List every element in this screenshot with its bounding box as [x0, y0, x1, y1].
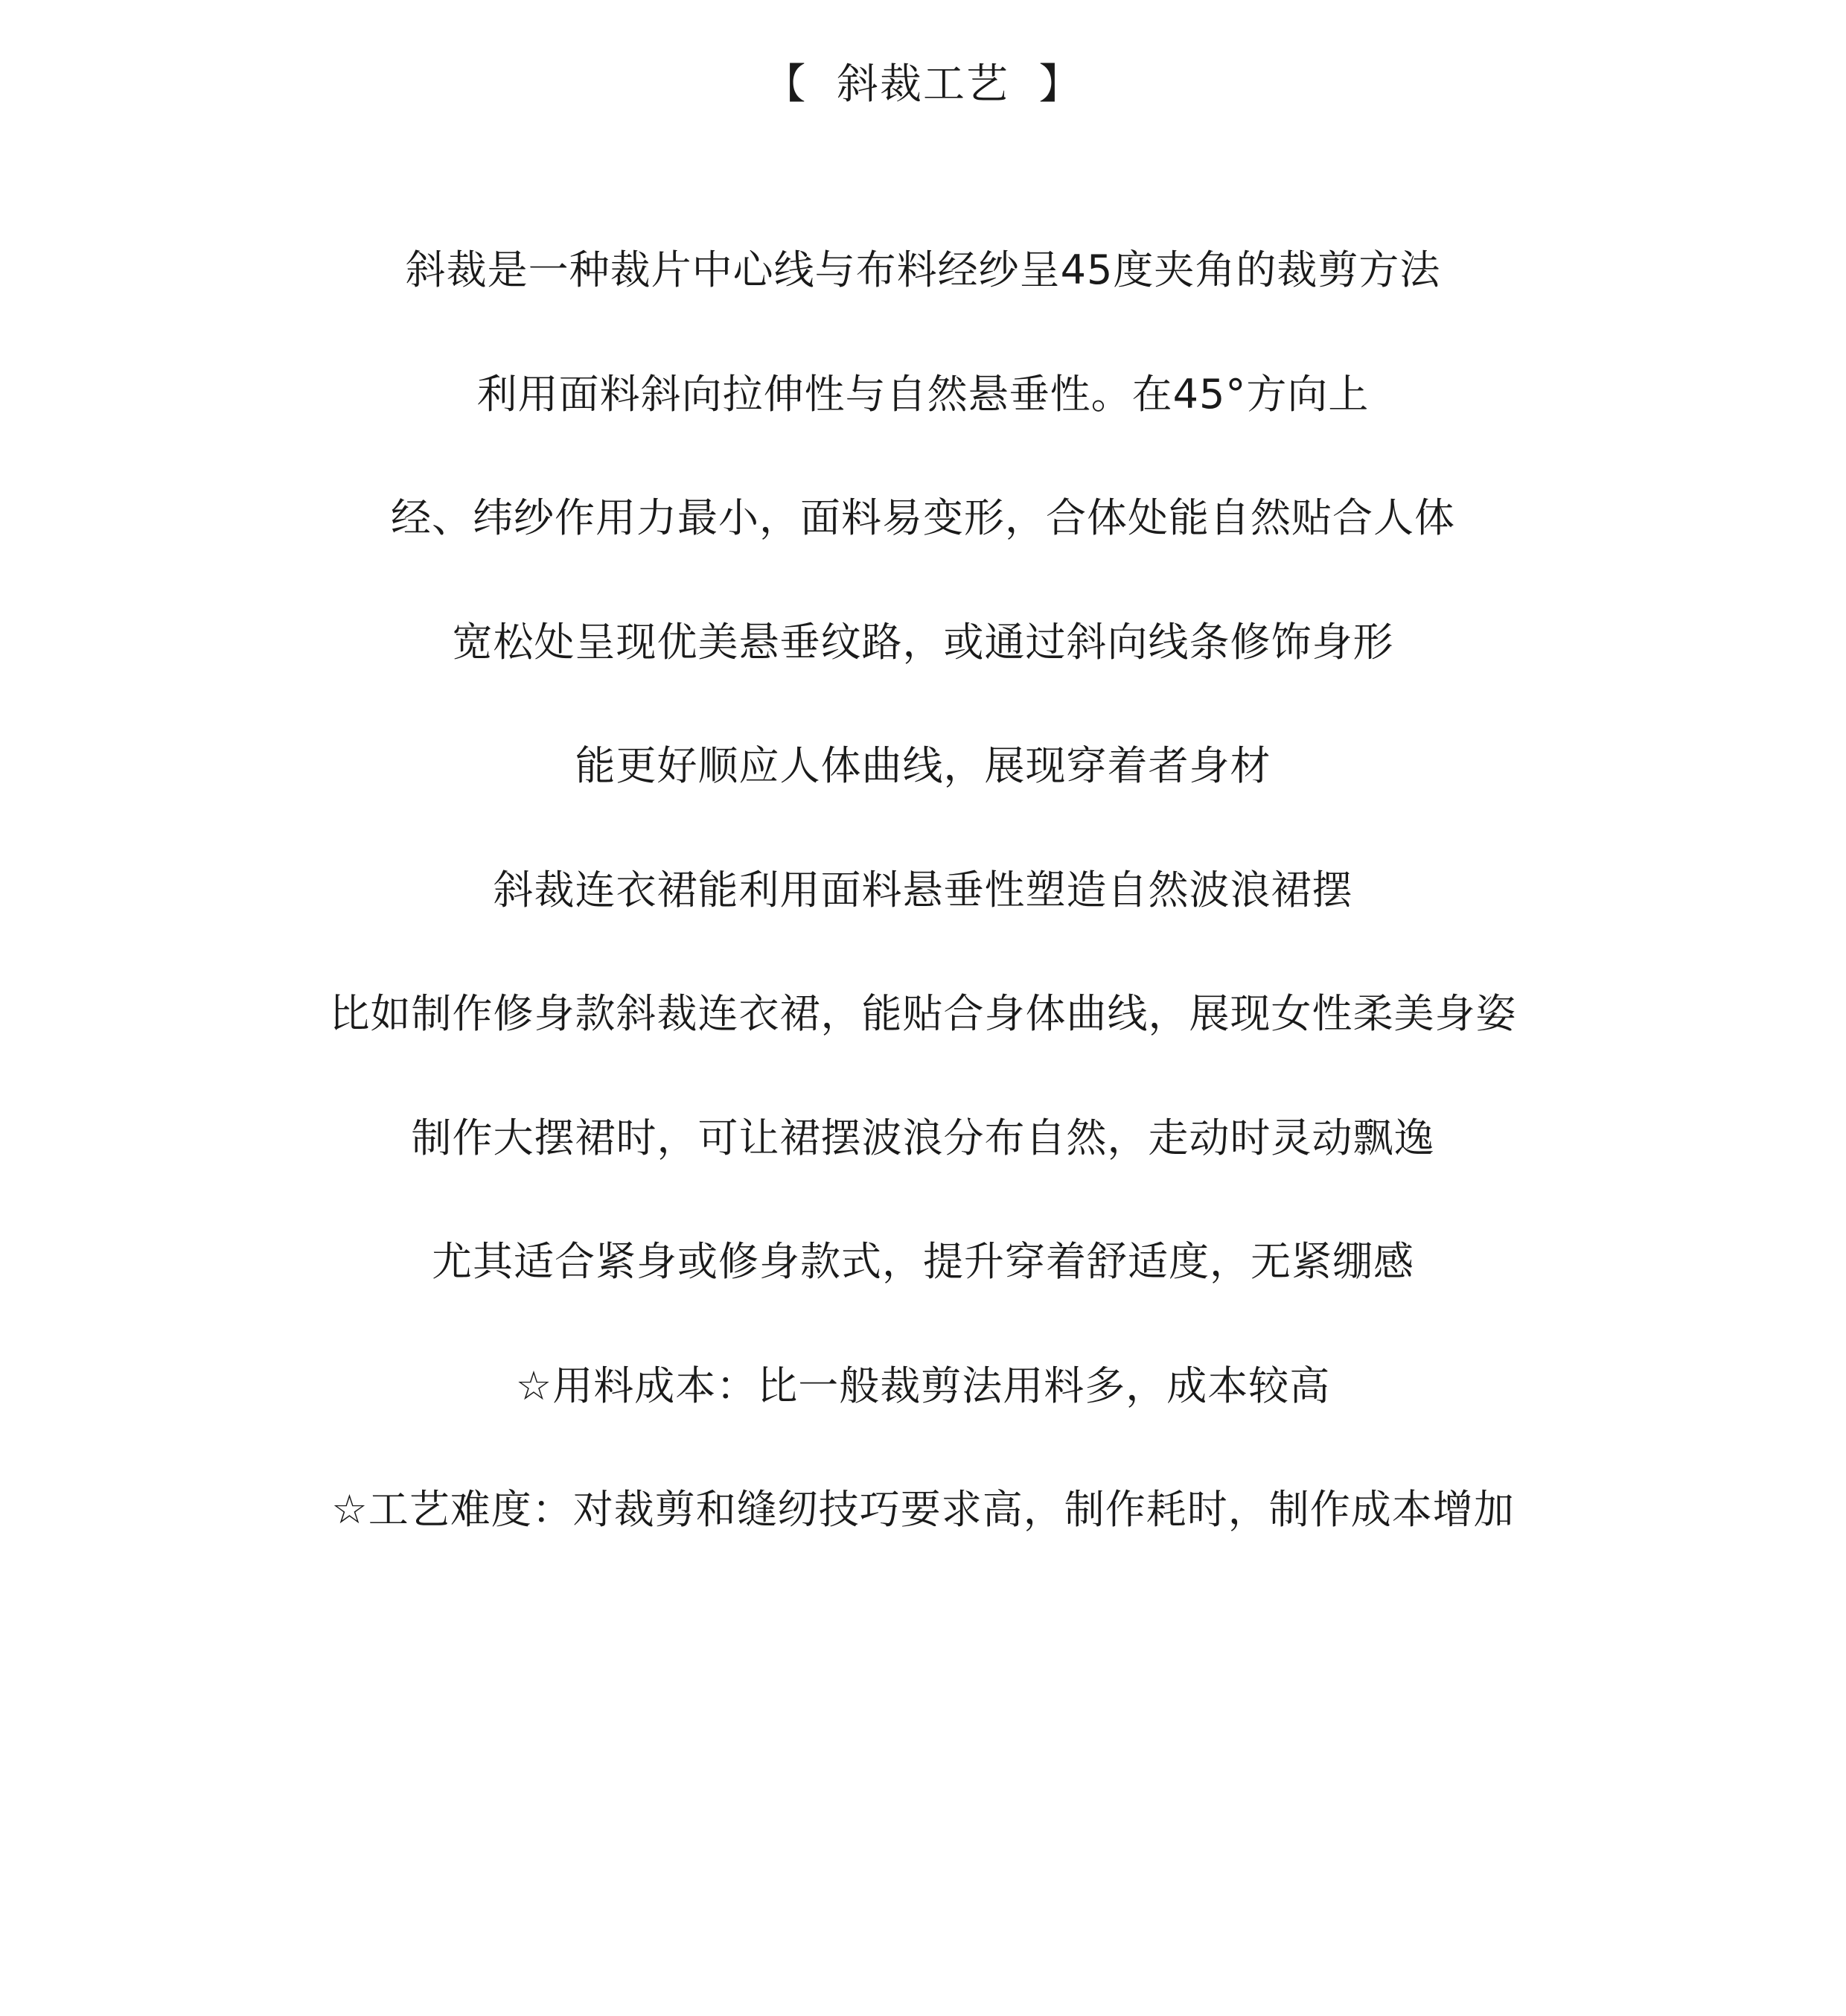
text-line: 经、纬纱作用力最小，面料易变形，合体处能自然贴合人体 — [391, 494, 1455, 541]
star-note-material-cost: ☆用料成本：比一般裁剪法用料多，成本较高 — [515, 1362, 1331, 1409]
text-line: 斜裁是一种裁片中心线与布料经纱呈45度夹角的裁剪方法 — [405, 246, 1441, 293]
text-line: 斜裁连衣裙能利用面料悬垂性塑造自然波浪裙摆 — [493, 867, 1353, 913]
document-title: 【 斜裁工艺 】 — [764, 60, 1082, 109]
text-line: 能更好顺应人体曲线，展现穿着者身材 — [575, 742, 1271, 789]
text-line: 利用面料斜向拉伸性与自然悬垂性。在45°方向上 — [476, 371, 1370, 418]
text-line: 制作大摆裙时，可让裙摆波浪分布自然，走动时灵动飘逸 — [411, 1114, 1435, 1161]
text-line: 尤其适合紧身或修身款式，提升穿着舒适度，无紧绷感 — [432, 1238, 1414, 1285]
text-line: 宽松处呈现优美悬垂纹路，或通过斜向线条修饰身形 — [452, 619, 1394, 666]
star-note-craft-difficulty: ☆工艺难度：对裁剪和缝纫技巧要求高，制作耗时，制作成本增加 — [331, 1486, 1515, 1533]
text-line: 比如制作修身款斜裁连衣裙，能贴合身体曲线，展现女性柔美身姿 — [329, 990, 1517, 1037]
